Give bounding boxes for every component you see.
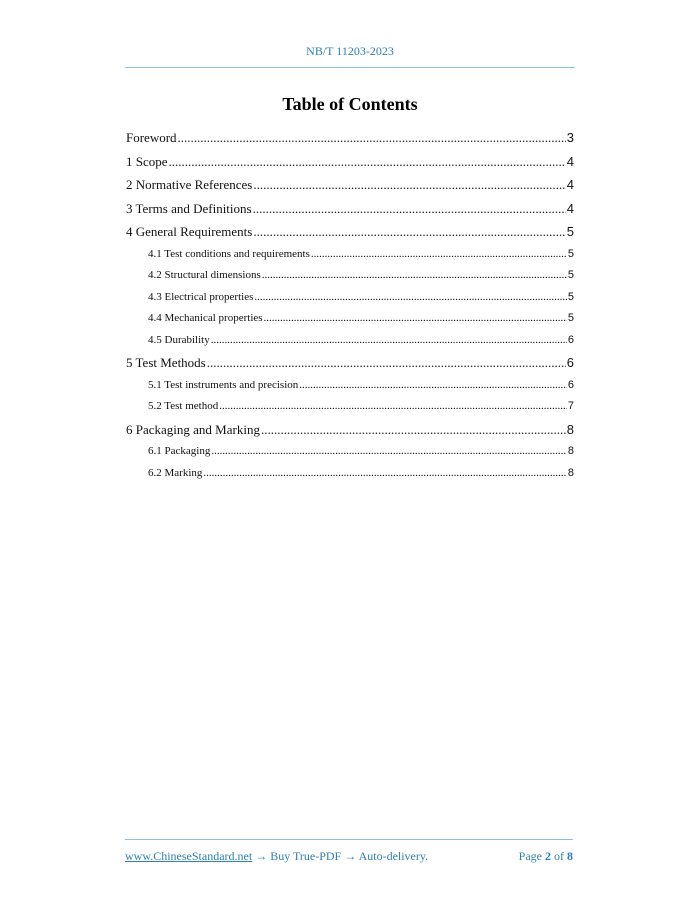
toc-section-entry[interactable] <box>126 126 574 150</box>
toc-subsection-entry[interactable] <box>126 396 574 418</box>
dot-leader <box>253 197 566 221</box>
dot-leader <box>178 126 566 150</box>
toc-entry-page-number: 6 <box>567 333 574 346</box>
page-title: Table of Contents <box>282 94 418 114</box>
toc-subsection-entry[interactable] <box>126 463 574 485</box>
dot-leader <box>211 330 567 352</box>
toc-entry-page-number: 3 <box>566 130 574 145</box>
toc-entry-page-number: 6 <box>567 378 574 391</box>
toc-entry-label: 6 Packaging and Marking <box>126 421 260 437</box>
page-of: of <box>554 849 564 863</box>
toc-entry-label: 4.3 Electrical properties <box>148 290 254 303</box>
toc-subsection-entry[interactable] <box>126 330 574 352</box>
toc-entry-label: 4.5 Durability <box>148 333 210 346</box>
dot-leader <box>311 244 567 266</box>
toc-entry-label: 5.1 Test instruments and precision <box>148 378 299 391</box>
dot-leader <box>262 265 567 287</box>
dot-leader <box>219 396 567 418</box>
toc-entry-page-number: 5 <box>567 247 574 260</box>
toc-entry-page-number: 5 <box>567 269 574 281</box>
toc-subsection-entry[interactable] <box>126 375 574 397</box>
toc-section-entry[interactable] <box>126 150 574 174</box>
toc-entry-page-number: 5 <box>566 224 574 239</box>
dot-leader <box>253 220 565 244</box>
dot-leader <box>264 308 567 330</box>
dot-leader <box>203 463 566 485</box>
header-divider <box>125 67 575 68</box>
toc-subsection-entry[interactable] <box>126 441 574 463</box>
toc-entry-page-number: 6 <box>566 355 574 370</box>
toc-subsection-entry[interactable] <box>126 244 574 266</box>
toc-section-entry[interactable] <box>126 173 574 197</box>
running-footer <box>125 849 573 864</box>
page-prefix: Page <box>518 849 542 863</box>
dot-leader <box>254 287 567 309</box>
dot-leader <box>253 173 565 197</box>
toc-entry-label: 4 General Requirements <box>126 224 253 239</box>
toc-entry-page-number: 4 <box>566 200 574 216</box>
dot-leader <box>169 150 566 174</box>
toc-entry-label: 4.4 Mechanical properties <box>148 312 263 324</box>
toc-entry-page-number: 5 <box>567 290 574 303</box>
page-indicator <box>519 849 573 864</box>
toc-entry-label: 6.2 Marking <box>148 466 203 479</box>
toc-entry-page-number: 7 <box>567 400 574 412</box>
footer-tagline: → Buy True-PDF → Auto-delivery. <box>252 849 429 863</box>
page-total: 8 <box>567 849 573 863</box>
toc-section-entry[interactable] <box>126 351 574 375</box>
toc-entry-label: 4.2 Structural dimensions <box>148 269 261 281</box>
dot-leader <box>261 418 566 442</box>
footer-left <box>125 849 428 864</box>
toc-section-entry[interactable] <box>126 197 574 221</box>
toc-entry-label: 1 Scope <box>126 153 168 169</box>
dot-leader <box>211 441 567 463</box>
toc-subsection-entry[interactable] <box>126 265 574 287</box>
toc-entry-label: 5.2 Test method <box>148 400 219 412</box>
website-link[interactable]: www.ChineseStandard.net <box>125 849 253 863</box>
toc-entry-page-number: 5 <box>567 312 574 324</box>
toc-entry-page-number: 8 <box>567 466 574 479</box>
toc-subsection-entry[interactable] <box>126 287 574 309</box>
table-of-contents <box>126 126 574 484</box>
toc-section-entry[interactable] <box>126 220 574 244</box>
toc-entry-page-number: 4 <box>566 153 574 169</box>
toc-subsection-entry[interactable] <box>126 308 574 330</box>
toc-entry-page-number: 8 <box>566 421 574 437</box>
toc-entry-page-number: 4 <box>566 177 574 192</box>
toc-entry-label: 4.1 Test conditions and requirements <box>148 247 310 260</box>
toc-entry-label: 6.1 Packaging <box>148 445 211 457</box>
toc-section-entry[interactable] <box>126 418 574 442</box>
toc-entry-label: Foreword <box>126 130 177 145</box>
running-header: NB/T 11203-2023 <box>306 44 394 58</box>
page-current: 2 <box>545 849 551 863</box>
toc-entry-label: 5 Test Methods <box>126 355 206 370</box>
footer-divider <box>125 839 573 840</box>
dot-leader <box>207 351 566 375</box>
toc-entry-page-number: 8 <box>567 445 574 457</box>
dot-leader <box>299 375 567 397</box>
toc-entry-label: 3 Terms and Definitions <box>126 200 252 216</box>
toc-entry-label: 2 Normative References <box>126 177 253 192</box>
